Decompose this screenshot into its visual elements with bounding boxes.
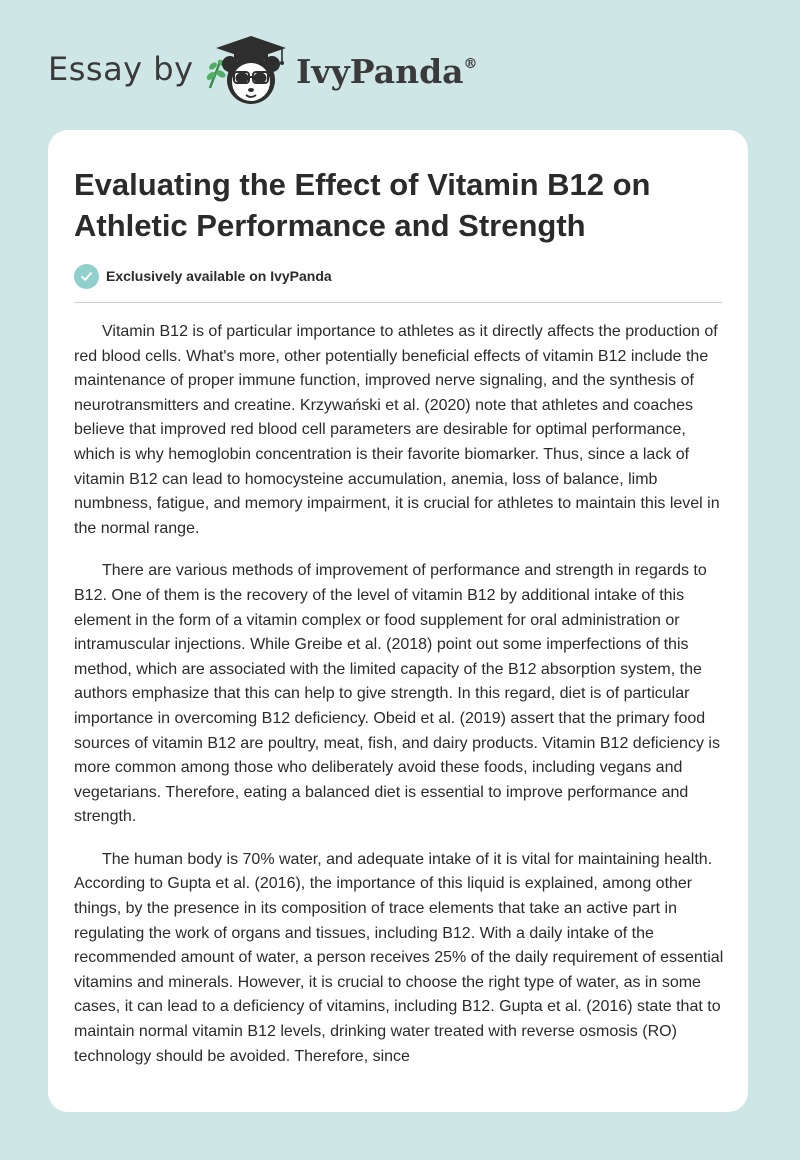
paragraph-1: Vitamin B12 is of particular importance to athletes as it directly affects the production of red blood cells. What's more, other potentially beneficial effects of vitamin B12 include the maintenance of proper immune function, improved nerve signaling, and the synthesis of neurotransmitters and creatine. Krzywański et al. (2020) note that athletes and coaches believe that improved red blood cell parameters are desirable for optimal performance, which is why hemoglobin concentration is their favorite biomarker. Thus, since a lack of vitamin B12 can lead to homocysteine accumulation, anemia, loss of balance, limb numbness, fatigue, and memory impairment, it is crucial for athletes to maintain this level in the normal range. (74, 323, 720, 537)
exclusive-badge (74, 263, 332, 289)
essay-body (74, 320, 724, 1087)
site-header (0, 0, 800, 130)
divider (74, 302, 722, 303)
essay-card (48, 130, 748, 1112)
check-circle-icon (74, 264, 99, 289)
paragraph-3: The human body is 70% water, and adequate intake of it is vital for maintaining health. According to Gupta et al. (2016), the importance of this liquid is explained, among other things, by the presence in its composition of trace elements that take an active part in regulating the work of organs and tissues, including B12. With a daily intake of the recommended amount of water, a person receives 25% of the daily requirement of essential vitamins and minerals. However, it is crucial to choose the right type of water, as in some cases, it can lead to a deficiency of vitamins, including B12. Gupta et al. (2016) state that to maintain normal vitamin B12 levels, drinking water treated with reverse osmosis (RO) technology should be avoided. Therefore, since (74, 850, 724, 1065)
panda-logo-icon[interactable] (200, 30, 290, 110)
exclusive-label: Exclusively available on IvyPanda (106, 268, 332, 284)
essay-title: Evaluating the Effect of Vitamin B12 on Athletic Performance and Strength (74, 167, 651, 243)
brand-name[interactable] (296, 52, 478, 91)
registered-mark: ® (463, 56, 478, 72)
brand-name-text: IvyPanda (296, 52, 464, 91)
essay-by-label: Essay by (48, 50, 194, 88)
paragraph-2: There are various methods of improvement of performance and strength in regards to B12. One of them is the recovery of the level of vitamin B12 by additional intake of this element in the form of a vitamin complex or food supplement for oral administration or intramuscular injections. While Greibe et al. (2018) point out some imperfections of this method, which are associated with the limited capacity of the B12 absorption system, the authors emphasize that this can help to give strength. In this regard, diet is of particular importance in overcoming B12 deficiency. Obeid et al. (2019) assert that the primary food sources of vitamin B12 are poultry, meat, fish, and dairy products. Vitamin B12 deficiency is more common among those who deliberately avoid these foods, including vegans and vegetarians. Therefore, eating a balanced diet is essential to improve performance and strength. (74, 562, 720, 826)
